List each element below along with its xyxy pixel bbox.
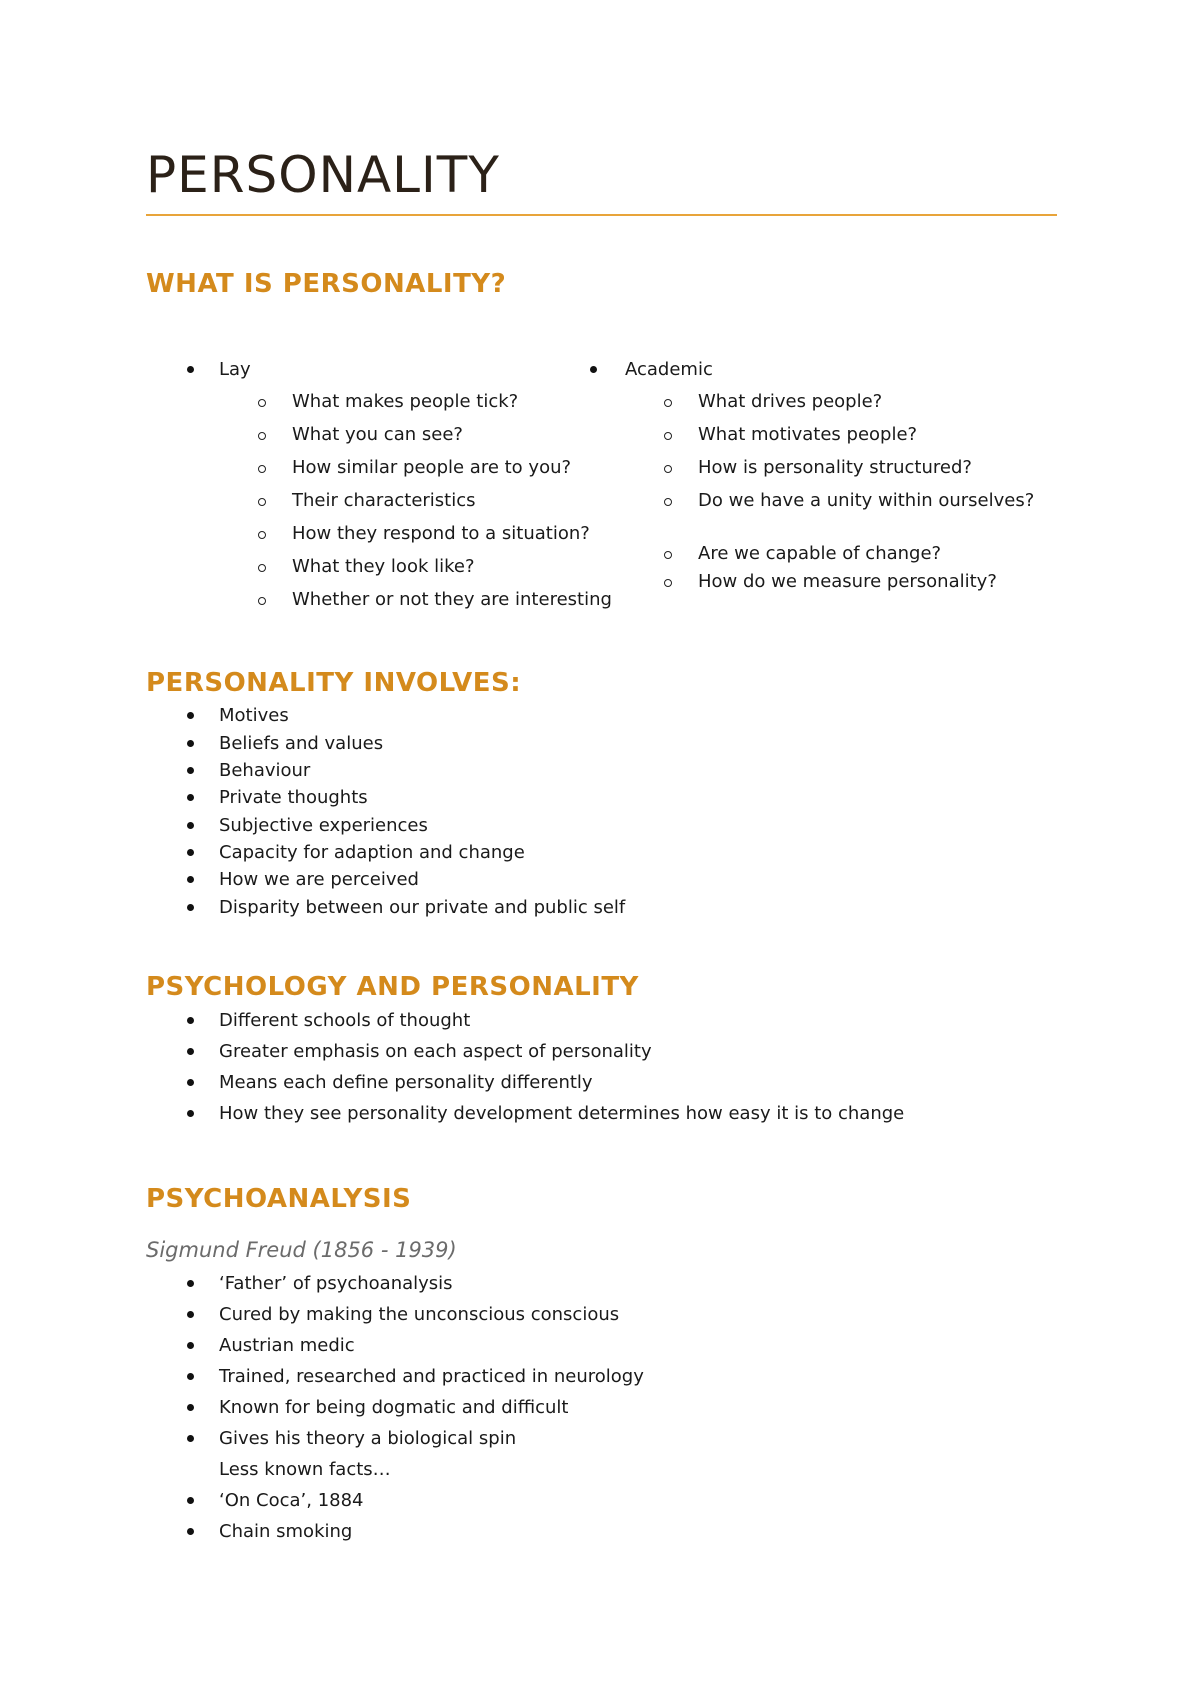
heading-personality-involves: PERSONALITY INVOLVES:	[146, 668, 522, 698]
bullet	[187, 1404, 194, 1411]
bullet	[187, 712, 194, 719]
bullet	[187, 1017, 194, 1024]
bullet	[590, 366, 597, 373]
psychoanalysis-item: Trained, researched and practiced in neurology	[219, 1366, 644, 1387]
sub-bullet	[258, 531, 266, 539]
heading-what-is-personality: WHAT IS PERSONALITY?	[146, 269, 507, 299]
subheading-freud: Sigmund Freud (1856 - 1939)	[146, 1238, 457, 1262]
sub-bullet	[258, 399, 266, 407]
involves-item: How we are perceived	[219, 869, 419, 890]
psychoanalysis-item: Austrian medic	[219, 1335, 355, 1356]
bullet	[187, 849, 194, 856]
psychoanalysis-item: Cured by making the unconscious conscious	[219, 1304, 620, 1325]
involves-item: Capacity for adaption and change	[219, 842, 525, 863]
psychology-item: Different schools of thought	[219, 1010, 471, 1031]
sub-bullet	[664, 579, 672, 587]
heading-psychoanalysis: PSYCHOANALYSIS	[146, 1184, 412, 1214]
academic-item: How do we measure personality?	[698, 571, 997, 592]
sub-bullet	[258, 498, 266, 506]
lay-label: Lay	[219, 359, 251, 380]
bullet	[187, 876, 194, 883]
academic-item: Are we capable of change?	[698, 543, 942, 564]
involves-item: Subjective experiences	[219, 815, 428, 836]
lay-item: How similar people are to you?	[292, 457, 572, 478]
bullet	[187, 366, 194, 373]
bullet	[187, 794, 194, 801]
bullet	[187, 1528, 194, 1535]
sub-bullet	[258, 597, 266, 605]
bullet	[187, 1342, 194, 1349]
lay-item: How they respond to a situation?	[292, 523, 590, 544]
sub-bullet	[258, 432, 266, 440]
psychoanalysis-item: Known for being dogmatic and difficult	[219, 1397, 569, 1418]
academic-item: What motivates people?	[698, 424, 918, 445]
psychoanalysis-fact: Chain smoking	[219, 1521, 353, 1542]
psychoanalysis-item: Gives his theory a biological spin	[219, 1428, 517, 1449]
bullet	[187, 1110, 194, 1117]
academic-item: What drives people?	[698, 391, 883, 412]
bullet	[187, 1435, 194, 1442]
involves-item: Motives	[219, 705, 289, 726]
bullet	[187, 767, 194, 774]
bullet	[187, 904, 194, 911]
sub-bullet	[664, 399, 672, 407]
bullet	[187, 1280, 194, 1287]
involves-item: Behaviour	[219, 760, 311, 781]
heading-psychology-and-personality: PSYCHOLOGY AND PERSONALITY	[146, 972, 639, 1002]
psychology-item: Means each define personality differently	[219, 1072, 593, 1093]
lay-item: What you can see?	[292, 424, 463, 445]
lay-item: What they look like?	[292, 556, 475, 577]
psychoanalysis-fact: ‘On Coca’, 1884	[219, 1490, 364, 1511]
bullet	[187, 1048, 194, 1055]
bullet	[187, 740, 194, 747]
bullet	[187, 1311, 194, 1318]
sub-bullet	[664, 432, 672, 440]
academic-item: How is personality structured?	[698, 457, 972, 478]
lay-item: Whether or not they are interesting	[292, 589, 612, 610]
psychology-item: Greater emphasis on each aspect of personality	[219, 1041, 652, 1062]
psychoanalysis-item: ‘Father’ of psychoanalysis	[219, 1273, 453, 1294]
bullet	[187, 1079, 194, 1086]
lay-item: Their characteristics	[292, 490, 476, 511]
involves-item: Beliefs and values	[219, 733, 384, 754]
psychology-item: How they see personality development determines how easy it is to change	[219, 1103, 905, 1124]
bullet	[187, 1497, 194, 1504]
academic-item: Do we have a unity within ourselves?	[698, 490, 1035, 511]
page-title: PERSONALITY	[146, 146, 500, 204]
bullet	[187, 1373, 194, 1380]
sub-bullet	[664, 551, 672, 559]
sub-bullet	[664, 498, 672, 506]
sub-bullet	[258, 564, 266, 572]
lay-item: What makes people tick?	[292, 391, 519, 412]
title-underline	[146, 214, 1057, 216]
involves-item: Disparity between our private and public self	[219, 897, 626, 918]
involves-item: Private thoughts	[219, 787, 368, 808]
academic-label: Academic	[625, 359, 713, 380]
less-known-facts-note: Less known facts…	[219, 1459, 391, 1480]
sub-bullet	[258, 465, 266, 473]
bullet	[187, 822, 194, 829]
sub-bullet	[664, 465, 672, 473]
